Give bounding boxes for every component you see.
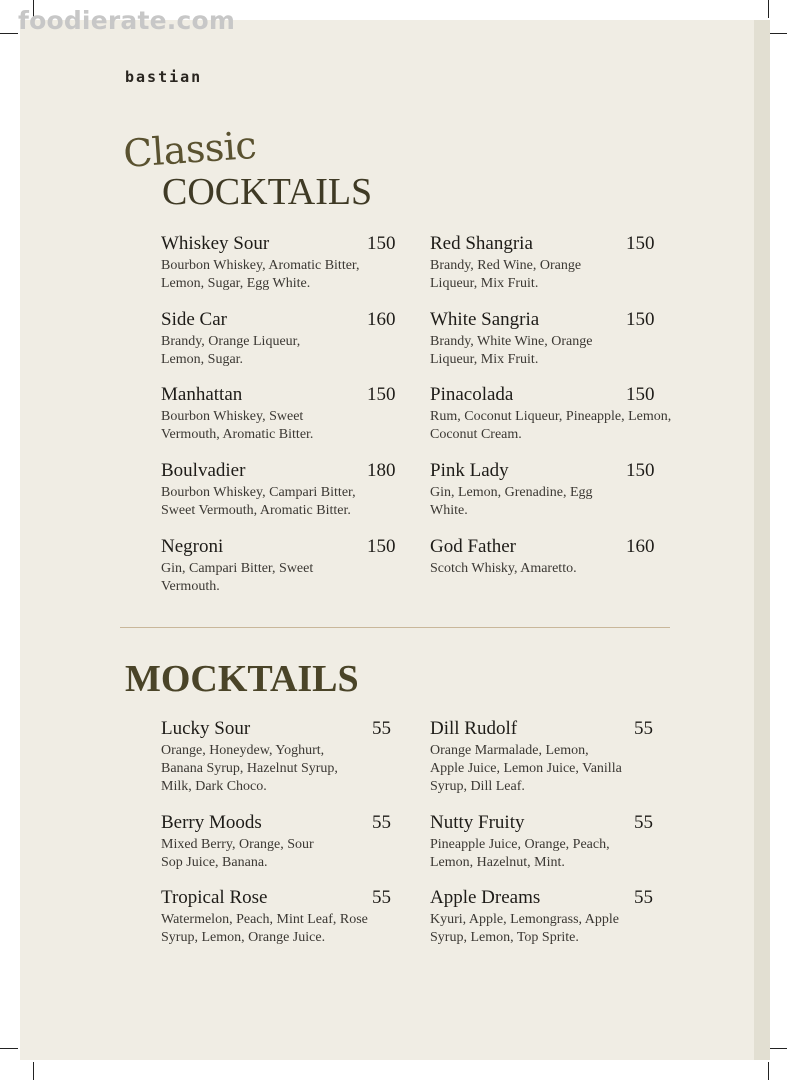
- item-description: Watermelon, Peach, Mint Leaf, Rose Syrup, Lemon, Orange Juice.: [161, 912, 368, 945]
- item-name: Berry Moods: [161, 812, 262, 833]
- page-edge: [752, 20, 770, 1060]
- watermark: foodierate.com: [18, 6, 236, 35]
- item-price: 150: [367, 233, 396, 254]
- cocktails-heading-script: Classic: [121, 122, 258, 176]
- item-name: Lucky Sour: [161, 718, 251, 739]
- item-description: Brandy, White Wine, Orange Liqueur, Mix Fruit.: [430, 334, 593, 367]
- item-description: Brandy, Red Wine, Orange Liqueur, Mix Fruit.: [430, 258, 582, 291]
- item-name: Pink Lady: [430, 460, 509, 481]
- item-price: 55: [372, 812, 391, 833]
- item-description: Kyuri, Apple, Lemongrass, Apple Syrup, Lemon, Top Sprite.: [430, 912, 619, 945]
- item-price: 160: [626, 536, 655, 557]
- item-description: Mixed Berry, Orange, Sour Sop Juice, Banana.: [161, 837, 314, 870]
- item-description: Bourbon Whiskey, Aromatic Bitter, Lemon, Sugar, Egg White.: [161, 258, 360, 291]
- item-name: Manhattan: [161, 384, 243, 405]
- item-name: Pinacolada: [430, 384, 514, 405]
- item-name: White Sangria: [430, 309, 540, 330]
- item-price: 55: [634, 812, 653, 833]
- item-name: Boulvadier: [161, 460, 246, 481]
- item-description: Bourbon Whiskey, Campari Bitter, Sweet Vermouth, Aromatic Bitter.: [161, 485, 356, 518]
- item-description: Brandy, Orange Liqueur, Lemon, Sugar.: [161, 334, 301, 367]
- item-name: Negroni: [161, 536, 224, 557]
- item-price: 150: [626, 309, 655, 330]
- item-description: Gin, Lemon, Grenadine, Egg White.: [430, 485, 593, 518]
- item-price: 55: [634, 718, 653, 739]
- item-name: God Father: [430, 536, 517, 557]
- item-description: Rum, Coconut Liqueur, Pineapple, Lemon, Coconut Cream.: [430, 409, 672, 442]
- item-description: Orange Marmalade, Lemon, Apple Juice, Lemon Juice, Vanilla Syrup, Dill Leaf.: [430, 743, 622, 794]
- crop-mark: [768, 0, 769, 18]
- item-price: 150: [626, 384, 655, 405]
- item-name: Red Shangria: [430, 233, 533, 254]
- crop-mark: [770, 33, 787, 34]
- item-description: Gin, Campari Bitter, Sweet Vermouth.: [161, 561, 314, 594]
- crop-mark: [0, 33, 18, 34]
- item-name: Tropical Rose: [161, 887, 268, 908]
- crop-mark: [770, 1048, 787, 1049]
- cocktails-heading: COCKTAILS: [162, 171, 373, 213]
- item-description: Orange, Honeydew, Yoghurt, Banana Syrup, Hazelnut Syrup, Milk, Dark Choco.: [161, 743, 338, 794]
- item-name: Nutty Fruity: [430, 812, 525, 833]
- item-price: 55: [372, 718, 391, 739]
- item-name: Dill Rudolf: [430, 718, 518, 739]
- item-price: 160: [367, 309, 396, 330]
- item-price: 150: [367, 384, 396, 405]
- item-name: Whiskey Sour: [161, 233, 270, 254]
- brand-logo: bastian: [125, 68, 203, 86]
- mocktails-heading: MOCKTAILS: [125, 658, 359, 700]
- item-name: Side Car: [161, 309, 227, 330]
- item-price: 55: [372, 887, 391, 908]
- item-price: 150: [367, 536, 396, 557]
- section-divider: [120, 627, 670, 628]
- crop-mark: [0, 1048, 18, 1049]
- item-price: 150: [626, 460, 655, 481]
- item-description: Bourbon Whiskey, Sweet Vermouth, Aromatic Bitter.: [161, 409, 314, 442]
- item-price: 55: [634, 887, 653, 908]
- item-price: 180: [367, 460, 396, 481]
- item-name: Apple Dreams: [430, 887, 541, 908]
- item-price: 150: [626, 233, 655, 254]
- item-description: Scotch Whisky, Amaretto.: [430, 561, 577, 576]
- crop-mark: [768, 1062, 769, 1080]
- crop-mark: [33, 1062, 34, 1080]
- item-description: Pineapple Juice, Orange, Peach, Lemon, Hazelnut, Mint.: [430, 837, 610, 870]
